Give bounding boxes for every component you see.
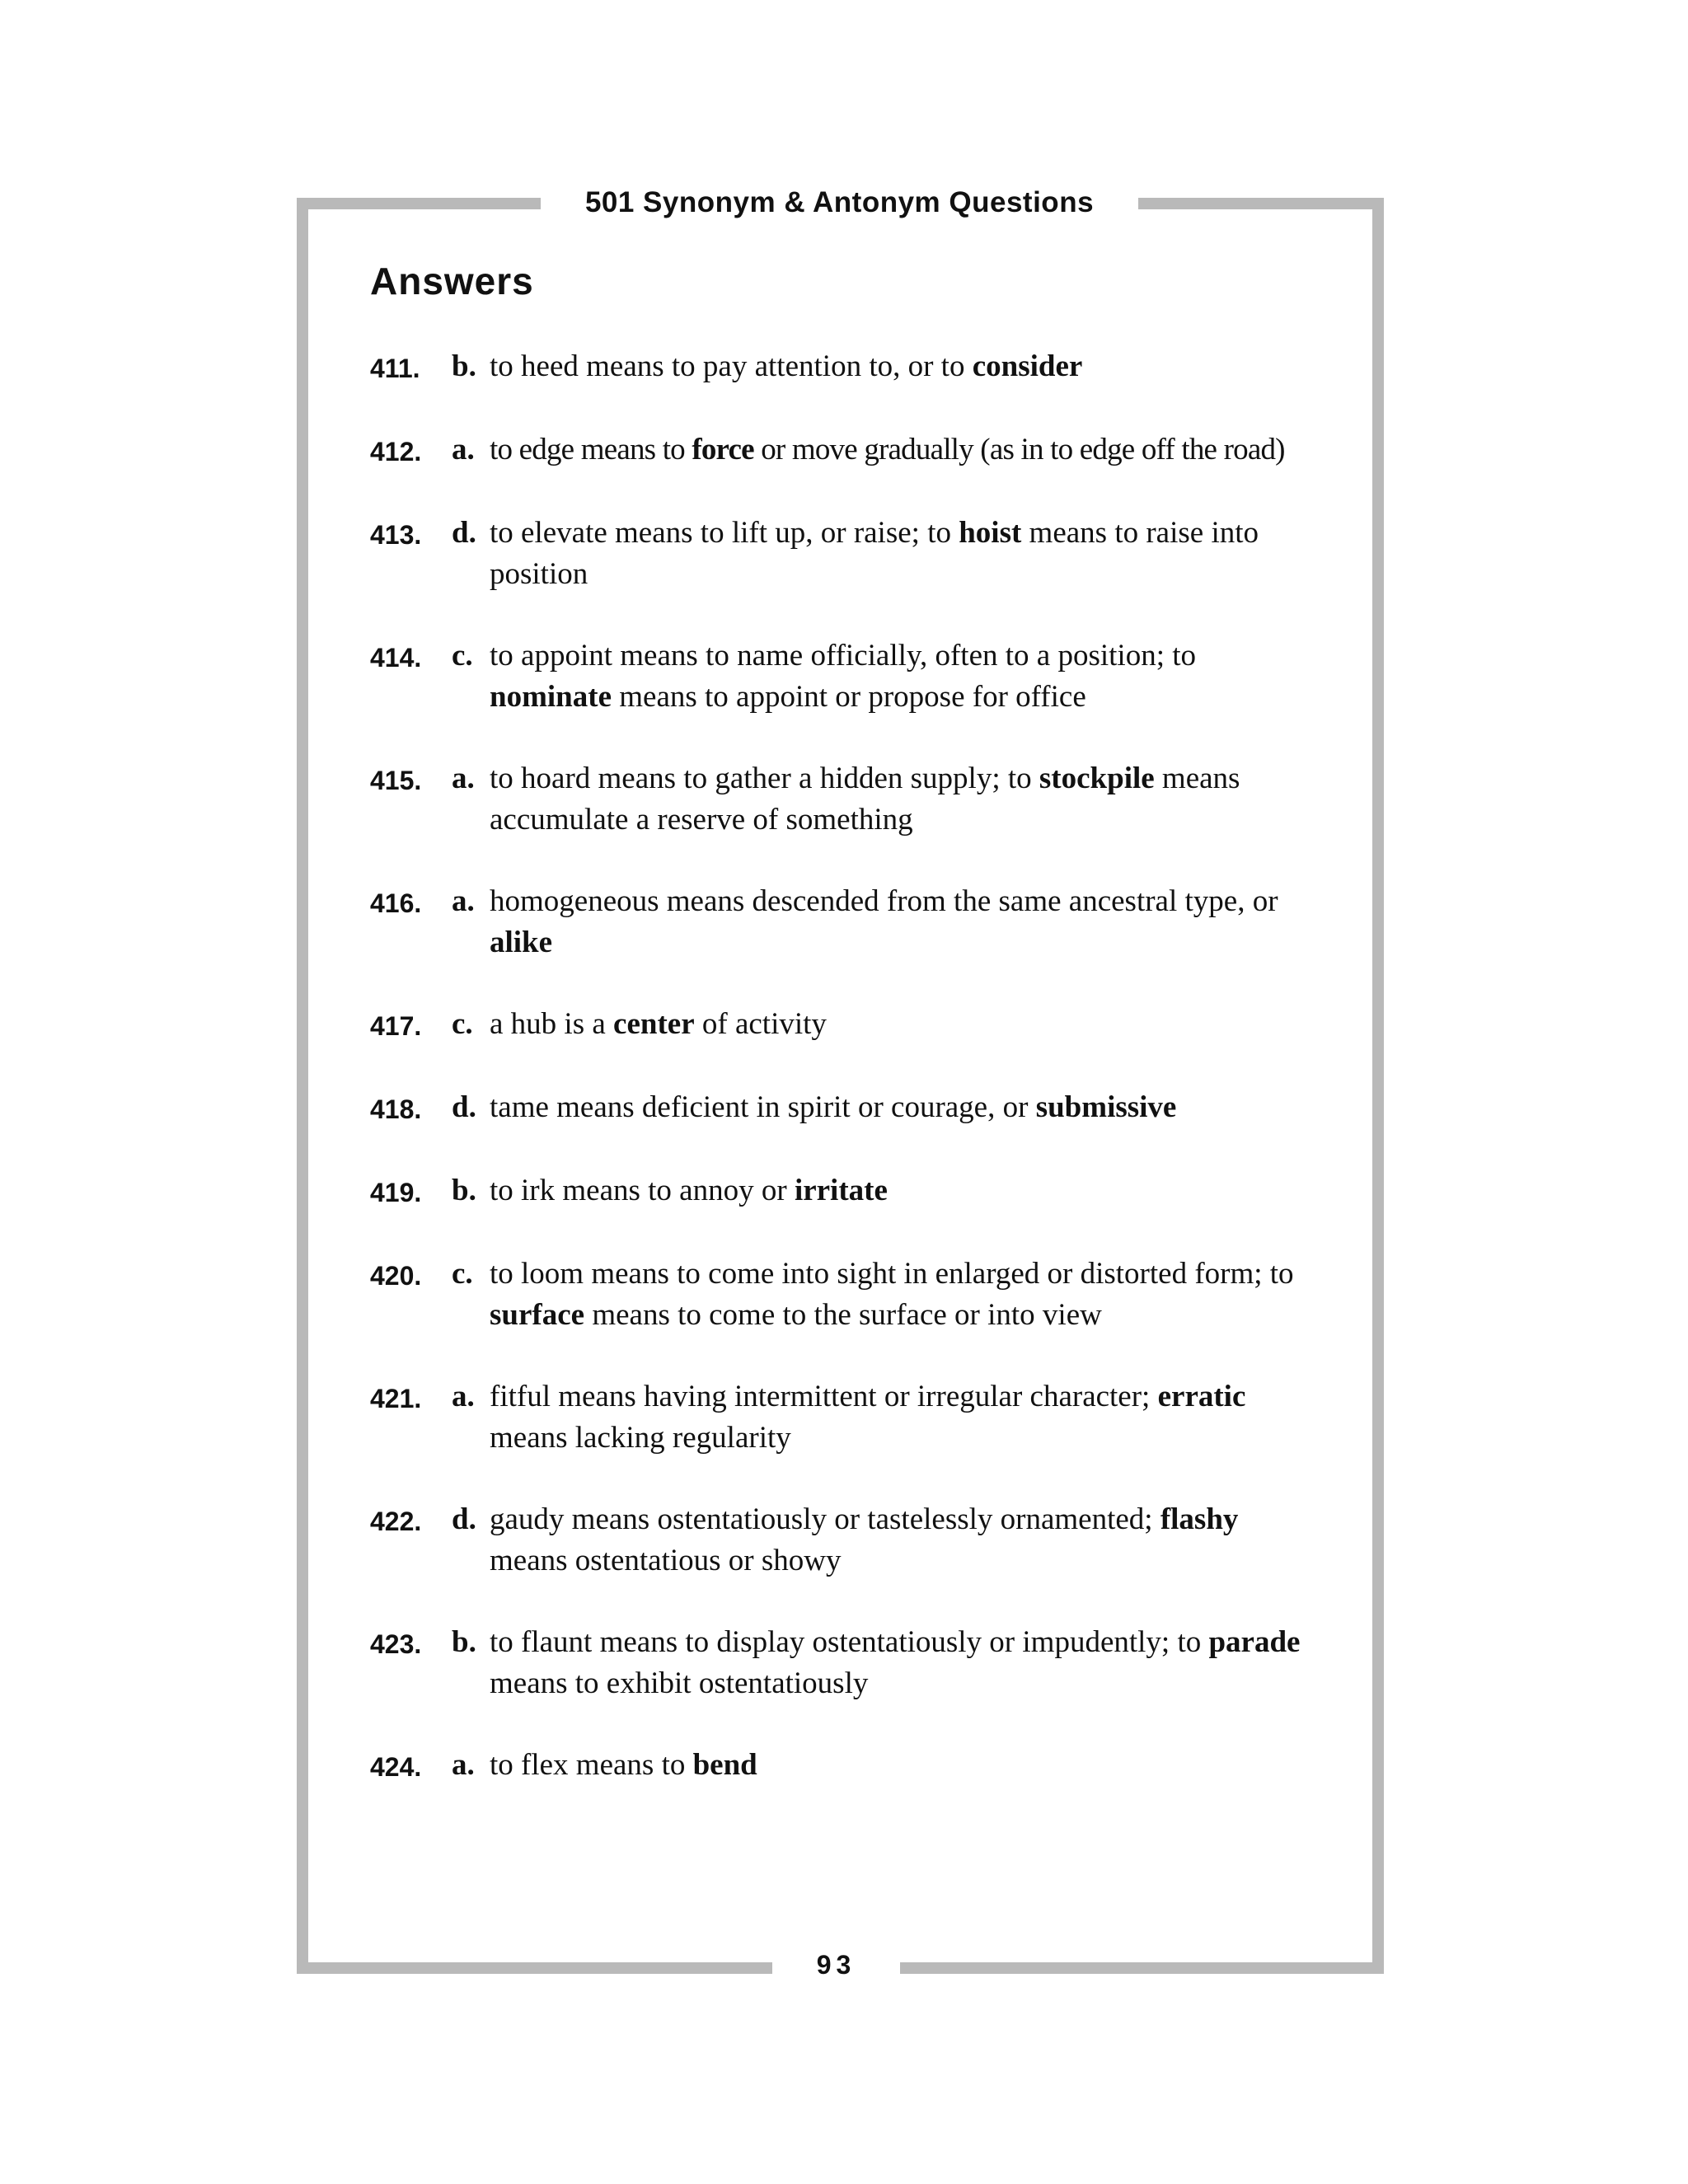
answer-number: 413. [370, 520, 422, 550]
answer-word: stockpile [1039, 762, 1155, 795]
answer-choice: b. [452, 1174, 476, 1207]
answer-number: 414. [370, 643, 422, 673]
answer-explanation [490, 513, 1318, 595]
answer-number: 416. [370, 888, 422, 918]
frame-left [297, 198, 308, 1974]
answer-explanation [490, 1745, 1318, 1786]
answer-item-420 [370, 1254, 1318, 1336]
answer-explanation [490, 881, 1318, 963]
answer-word: consider [972, 349, 1083, 383]
answer-word: flashy [1160, 1502, 1239, 1536]
answer-choice: b. [452, 1625, 476, 1659]
answer-word: irritate [794, 1174, 888, 1207]
answer-item-422 [370, 1499, 1318, 1582]
explanation-text: means lacking regularity [490, 1421, 791, 1455]
explanation-text: a hub is a [490, 1007, 614, 1041]
answer-number: 420. [370, 1261, 422, 1291]
answer-number: 412. [370, 437, 422, 466]
answer-explanation [490, 1004, 1318, 1045]
explanation-text: tame means deficient in spirit or courage, or [490, 1090, 1036, 1124]
answer-word: force [692, 433, 754, 466]
answer-item-423 [370, 1622, 1318, 1704]
answer-choice: a. [452, 762, 475, 795]
answer-number: 411. [370, 354, 420, 383]
answer-explanation [490, 635, 1318, 718]
explanation-text: to flex means to [490, 1748, 693, 1782]
frame-right [1372, 198, 1384, 1974]
answer-number: 423. [370, 1629, 422, 1659]
explanation-text: homogeneous means descended from the same ancestral type, or [490, 884, 1278, 918]
frame-bottom-right [900, 1962, 1384, 1974]
answer-choice: a. [452, 433, 475, 466]
answer-word: erratic [1157, 1380, 1246, 1413]
explanation-text: of activity [694, 1007, 827, 1041]
explanation-text: means to come to the surface or into view [584, 1298, 1102, 1332]
answer-choice: d. [452, 1090, 476, 1124]
answer-choice: c. [452, 1007, 473, 1041]
answer-item-413 [370, 513, 1318, 595]
answer-number: 418. [370, 1094, 422, 1124]
answer-explanation [490, 1087, 1318, 1128]
explanation-text: to loom means to come into sight in enlarged or distorted form; to [490, 1257, 1294, 1291]
explanation-text: to edge means to [490, 433, 692, 466]
answer-explanation [490, 1170, 1318, 1212]
explanation-text: means to raise into position [490, 516, 1259, 591]
explanation-text: fitful means having intermittent or irregular character; [490, 1380, 1158, 1413]
explanation-text: gaudy means ostentatiously or tastelessly ornamented; [490, 1502, 1160, 1536]
explanation-text: to appoint means to name officially, often to a position; to [490, 639, 1196, 673]
answer-word: bend [692, 1748, 757, 1782]
answer-item-412 [370, 429, 1318, 472]
explanation-text: means to exhibit ostentatiously [490, 1666, 869, 1700]
section-title: Answers [370, 260, 534, 302]
answer-explanation [490, 346, 1318, 387]
explanation-text: or move gradually (as in to edge off the road) [753, 433, 1285, 466]
answer-word: submissive [1035, 1090, 1177, 1124]
frame-top-left [297, 198, 541, 209]
explanation-text: means accumulate a reserve of something [490, 762, 1240, 837]
answer-explanation [490, 1376, 1318, 1459]
answer-number: 424. [370, 1752, 422, 1782]
answer-word: parade [1208, 1625, 1301, 1659]
frame-bottom-left [297, 1962, 772, 1974]
answer-item-416 [370, 881, 1318, 963]
answer-word: hoist [959, 516, 1022, 550]
answer-item-418 [370, 1087, 1318, 1130]
answer-list [370, 346, 1318, 1828]
answer-explanation [490, 1499, 1318, 1582]
explanation-text: to heed means to pay attention to, or to [490, 349, 973, 383]
answer-number: 419. [370, 1178, 422, 1207]
answer-choice: c. [452, 1257, 473, 1291]
answer-choice: d. [452, 1502, 476, 1536]
answer-number: 421. [370, 1384, 422, 1413]
answer-item-421 [370, 1376, 1318, 1459]
explanation-text: to flaunt means to display ostentatiously or impudently; to [490, 1625, 1209, 1659]
page-number: 93 [816, 1950, 856, 1980]
answer-number: 422. [370, 1507, 422, 1536]
answer-word: center [613, 1007, 695, 1041]
answer-explanation [490, 758, 1318, 841]
explanation-text: to hoard means to gather a hidden supply; to [490, 762, 1039, 795]
answer-number: 417. [370, 1011, 422, 1041]
answer-choice: d. [452, 516, 476, 550]
answer-choice: a. [452, 884, 475, 918]
answer-word: nominate [490, 680, 612, 714]
answer-explanation [490, 429, 1318, 471]
running-head: 501 Synonym & Antonym Questions [584, 186, 1095, 218]
explanation-text: to elevate means to lift up, or raise; to [490, 516, 959, 550]
answer-item-415 [370, 758, 1318, 841]
answer-word: alike [490, 926, 553, 959]
answer-item-417 [370, 1004, 1318, 1047]
answer-choice: b. [452, 349, 476, 383]
answer-choice: c. [452, 639, 473, 673]
answer-item-414 [370, 635, 1318, 718]
answer-item-419 [370, 1170, 1318, 1213]
answer-word: surface [490, 1298, 585, 1332]
frame-top-right [1138, 198, 1384, 209]
answer-choice: a. [452, 1748, 475, 1782]
explanation-text: means ostentatious or showy [490, 1544, 842, 1577]
answer-item-411 [370, 346, 1318, 389]
answer-item-424 [370, 1745, 1318, 1788]
answer-number: 415. [370, 766, 422, 795]
explanation-text: means to appoint or propose for office [612, 680, 1086, 714]
answer-choice: a. [452, 1380, 475, 1413]
answer-explanation [490, 1254, 1318, 1336]
answer-explanation [490, 1622, 1318, 1704]
explanation-text: to irk means to annoy or [490, 1174, 795, 1207]
